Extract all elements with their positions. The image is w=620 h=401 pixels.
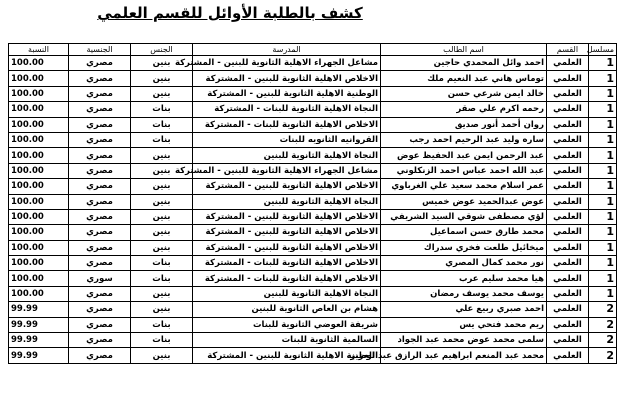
gender-cell: بنين bbox=[131, 286, 193, 301]
school-cell: الاخلاص الاهلية الثانوية للبنات - المشتركة bbox=[193, 117, 381, 132]
school-cell: مشاعل الجهراء الاهلية الثانوية للبنين - المشتركة bbox=[193, 56, 381, 71]
nationality-cell: مصري bbox=[69, 317, 131, 332]
section-cell: العلمي bbox=[547, 117, 589, 132]
serial-cell: 1 bbox=[589, 132, 617, 147]
school-cell: النجاة الاهلية الثانوية للبنات - المشتركة bbox=[193, 102, 381, 117]
percent-cell: 99.99 bbox=[9, 302, 69, 317]
percent-cell: 100.00 bbox=[9, 132, 69, 147]
serial-cell: 2 bbox=[589, 348, 617, 363]
school-cell: مشاعل الجهراء الاهلية الثانوية للبنين - المشتركة bbox=[193, 163, 381, 178]
nationality-cell: مصري bbox=[69, 348, 131, 363]
student-name-cell: محمد طارق حسن اسماعيل bbox=[381, 225, 547, 240]
school-cell: النجاة الاهلية الثانوية للبنين bbox=[193, 286, 381, 301]
serial-cell: 2 bbox=[589, 302, 617, 317]
student-name-cell: ميخائيل طلعت فخري سدراك bbox=[381, 240, 547, 255]
percent-cell: 100.00 bbox=[9, 56, 69, 71]
nationality-cell: مصري bbox=[69, 86, 131, 101]
percent-cell: 100.00 bbox=[9, 179, 69, 194]
section-cell: العلمي bbox=[547, 102, 589, 117]
section-cell: العلمي bbox=[547, 56, 589, 71]
table-body bbox=[9, 56, 617, 364]
section-cell: العلمي bbox=[547, 286, 589, 301]
table-row bbox=[9, 333, 617, 348]
table-row bbox=[9, 209, 617, 224]
school-cell: الاخلاص الاهلية الثانوية للبنات - المشتركة bbox=[193, 256, 381, 271]
percent-cell: 100.00 bbox=[9, 102, 69, 117]
school-cell: الاخلاص الاهلية الثانوية للبنين - المشتركة bbox=[193, 240, 381, 255]
nationality-cell: سوري bbox=[69, 271, 131, 286]
percent-cell: 100.00 bbox=[9, 286, 69, 301]
table-row bbox=[9, 163, 617, 178]
serial-cell: 1 bbox=[589, 163, 617, 178]
gender-cell: بنين bbox=[131, 194, 193, 209]
gender-cell: بنين bbox=[131, 225, 193, 240]
table-row bbox=[9, 271, 617, 286]
student-name-cell: احمد صبري ربيع علي bbox=[381, 302, 547, 317]
header-school: المدرسة bbox=[193, 44, 381, 56]
header-gender: الجنس bbox=[131, 44, 193, 56]
student-name-cell: ساره وليد عبد الرحيم احمد رجب bbox=[381, 132, 547, 147]
percent-cell: 100.00 bbox=[9, 148, 69, 163]
school-cell: النجاة الاهلية الثانوية للبنين bbox=[193, 148, 381, 163]
student-name-cell: عبد الله احمد عباس احمد الزنكلوني bbox=[381, 163, 547, 178]
percent-cell: 100.00 bbox=[9, 163, 69, 178]
section-cell: العلمي bbox=[547, 225, 589, 240]
school-cell: الاخلاص الاهلية الثانوية للبنين - المشتركة bbox=[193, 209, 381, 224]
serial-cell: 1 bbox=[589, 225, 617, 240]
serial-cell: 1 bbox=[589, 271, 617, 286]
section-cell: العلمي bbox=[547, 209, 589, 224]
percent-cell: 99.99 bbox=[9, 317, 69, 332]
nationality-cell: مصري bbox=[69, 240, 131, 255]
percent-cell: 100.00 bbox=[9, 117, 69, 132]
section-cell: العلمي bbox=[547, 271, 589, 286]
school-cell: الاخلاص الاهلية الثانوية للبنات - المشتركة bbox=[193, 271, 381, 286]
table-row bbox=[9, 240, 617, 255]
nationality-cell: مصري bbox=[69, 132, 131, 147]
percent-cell: 100.00 bbox=[9, 240, 69, 255]
school-cell: شريفة العوضي الثانوية للبنات bbox=[193, 317, 381, 332]
table-row bbox=[9, 348, 617, 363]
table-row bbox=[9, 302, 617, 317]
gender-cell: بنين bbox=[131, 71, 193, 86]
student-name-cell: خالد ايمن شرعي حسن bbox=[381, 86, 547, 101]
section-cell: العلمي bbox=[547, 302, 589, 317]
nationality-cell: مصري bbox=[69, 71, 131, 86]
nationality-cell: مصري bbox=[69, 194, 131, 209]
table-row bbox=[9, 286, 617, 301]
serial-cell: 1 bbox=[589, 117, 617, 132]
nationality-cell: مصري bbox=[69, 209, 131, 224]
gender-cell: بنين bbox=[131, 302, 193, 317]
percent-cell: 100.00 bbox=[9, 271, 69, 286]
gender-cell: بنين bbox=[131, 86, 193, 101]
gender-cell: بنات bbox=[131, 317, 193, 332]
school-cell: الوطنية الاهلية الثانوية للبنين - المشتركة bbox=[193, 86, 381, 101]
gender-cell: بنات bbox=[131, 132, 193, 147]
gender-cell: بنات bbox=[131, 102, 193, 117]
nationality-cell: مصري bbox=[69, 56, 131, 71]
serial-cell: 1 bbox=[589, 209, 617, 224]
percent-cell: 99.99 bbox=[9, 348, 69, 363]
serial-cell: 1 bbox=[589, 148, 617, 163]
table-row bbox=[9, 225, 617, 240]
serial-cell: 1 bbox=[589, 71, 617, 86]
section-cell: العلمي bbox=[547, 132, 589, 147]
nationality-cell: مصري bbox=[69, 286, 131, 301]
student-name-cell: هيا محمد سليم عرب bbox=[381, 271, 547, 286]
school-cell: السالمية الثانوية للبنات bbox=[193, 333, 381, 348]
student-name-cell: يوسف محمد يوسف رمضان bbox=[381, 286, 547, 301]
school-cell: الاخلاص الاهلية الثانوية للبنين - المشتركة bbox=[193, 225, 381, 240]
student-name-cell: سلمى محمد عوض محمد عبد الجواد bbox=[381, 333, 547, 348]
student-name-cell: محمد عبد المنعم ابراهيم عبد الرازق عبد العزيز bbox=[381, 348, 547, 363]
header-percent: النسبة bbox=[9, 44, 69, 56]
serial-cell: 1 bbox=[589, 286, 617, 301]
serial-cell: 1 bbox=[589, 102, 617, 117]
serial-cell: 1 bbox=[589, 194, 617, 209]
percent-cell: 100.00 bbox=[9, 256, 69, 271]
nationality-cell: مصري bbox=[69, 117, 131, 132]
section-cell: العلمي bbox=[547, 256, 589, 271]
school-cell: الوطنية الاهلية الثانوية للبنين - المشتركة bbox=[193, 348, 381, 363]
students-table bbox=[8, 43, 617, 364]
student-name-cell: نور محمد كمال المصري bbox=[381, 256, 547, 271]
percent-cell: 100.00 bbox=[9, 86, 69, 101]
section-cell: العلمي bbox=[547, 163, 589, 178]
header-student-name: اسم الطالب bbox=[381, 44, 547, 56]
section-cell: العلمي bbox=[547, 240, 589, 255]
serial-cell: 1 bbox=[589, 179, 617, 194]
serial-cell: 1 bbox=[589, 56, 617, 71]
section-cell: العلمي bbox=[547, 71, 589, 86]
serial-cell: 2 bbox=[589, 333, 617, 348]
serial-cell: 1 bbox=[589, 240, 617, 255]
gender-cell: بنات bbox=[131, 256, 193, 271]
student-name-cell: توماس هاني عبد النعيم ملك bbox=[381, 71, 547, 86]
nationality-cell: مصري bbox=[69, 163, 131, 178]
percent-cell: 100.00 bbox=[9, 71, 69, 86]
table-row bbox=[9, 102, 617, 117]
nationality-cell: مصري bbox=[69, 302, 131, 317]
student-name-cell: ريم محمد فتحي يس bbox=[381, 317, 547, 332]
header-serial: مسلسل bbox=[589, 44, 617, 56]
gender-cell: بنات bbox=[131, 117, 193, 132]
gender-cell: بنين bbox=[131, 148, 193, 163]
gender-cell: بنين bbox=[131, 348, 193, 363]
gender-cell: بنين bbox=[131, 209, 193, 224]
gender-cell: بنين bbox=[131, 240, 193, 255]
percent-cell: 100.00 bbox=[9, 225, 69, 240]
table-row bbox=[9, 148, 617, 163]
table-row bbox=[9, 256, 617, 271]
nationality-cell: مصري bbox=[69, 102, 131, 117]
school-cell: القروانيه الثانويه للبنات bbox=[193, 132, 381, 147]
nationality-cell: مصري bbox=[69, 148, 131, 163]
student-name-cell: عبد الرحمن ايمن عبد الحفيظ عوض bbox=[381, 148, 547, 163]
section-cell: العلمي bbox=[547, 179, 589, 194]
nationality-cell: مصري bbox=[69, 333, 131, 348]
section-cell: العلمي bbox=[547, 348, 589, 363]
student-name-cell: لؤي مصطفى شوقي السيد الشريفي bbox=[381, 209, 547, 224]
student-name-cell: عوض عبدالحميد عوض خميس bbox=[381, 194, 547, 209]
table-row bbox=[9, 194, 617, 209]
table-header-row bbox=[9, 44, 617, 56]
school-cell: الاخلاص الاهلية الثانوية للبنين - المشتركة bbox=[193, 179, 381, 194]
serial-cell: 1 bbox=[589, 86, 617, 101]
gender-cell: بنات bbox=[131, 271, 193, 286]
page-title: كشف بالطلبة الأوائل للقسم العلمي bbox=[97, 4, 363, 22]
table-row bbox=[9, 56, 617, 71]
gender-cell: بنين bbox=[131, 56, 193, 71]
serial-cell: 1 bbox=[589, 256, 617, 271]
nationality-cell: مصري bbox=[69, 225, 131, 240]
percent-cell: 100.00 bbox=[9, 194, 69, 209]
nationality-cell: مصري bbox=[69, 256, 131, 271]
student-name-cell: عمر اسلام محمد سعيد علي الغرباوي bbox=[381, 179, 547, 194]
header-nationality: الجنسية bbox=[69, 44, 131, 56]
table-row bbox=[9, 132, 617, 147]
school-cell: النجاة الاهلية الثانوية للبنين bbox=[193, 194, 381, 209]
section-cell: العلمي bbox=[547, 148, 589, 163]
serial-cell: 2 bbox=[589, 317, 617, 332]
table-row bbox=[9, 317, 617, 332]
gender-cell: بنات bbox=[131, 333, 193, 348]
section-cell: العلمي bbox=[547, 317, 589, 332]
student-name-cell: رحمه اكرم علي صقر bbox=[381, 102, 547, 117]
percent-cell: 100.00 bbox=[9, 209, 69, 224]
student-name-cell: روان أحمد أنور صديق bbox=[381, 117, 547, 132]
gender-cell: بنين bbox=[131, 179, 193, 194]
section-cell: العلمي bbox=[547, 86, 589, 101]
gender-cell: بنين bbox=[131, 163, 193, 178]
table-row bbox=[9, 117, 617, 132]
nationality-cell: مصري bbox=[69, 179, 131, 194]
percent-cell: 99.99 bbox=[9, 333, 69, 348]
student-name-cell: احمد وائل المحمدي حاجين bbox=[381, 56, 547, 71]
section-cell: العلمي bbox=[547, 194, 589, 209]
school-cell: الاخلاص الاهلية الثانوية للبنين - المشتركة bbox=[193, 71, 381, 86]
table-row bbox=[9, 71, 617, 86]
section-cell: العلمي bbox=[547, 333, 589, 348]
header-section: القسم bbox=[547, 44, 589, 56]
table-row bbox=[9, 86, 617, 101]
table-row bbox=[9, 179, 617, 194]
school-cell: هشام بن العاص الثانوية للبنين bbox=[193, 302, 381, 317]
